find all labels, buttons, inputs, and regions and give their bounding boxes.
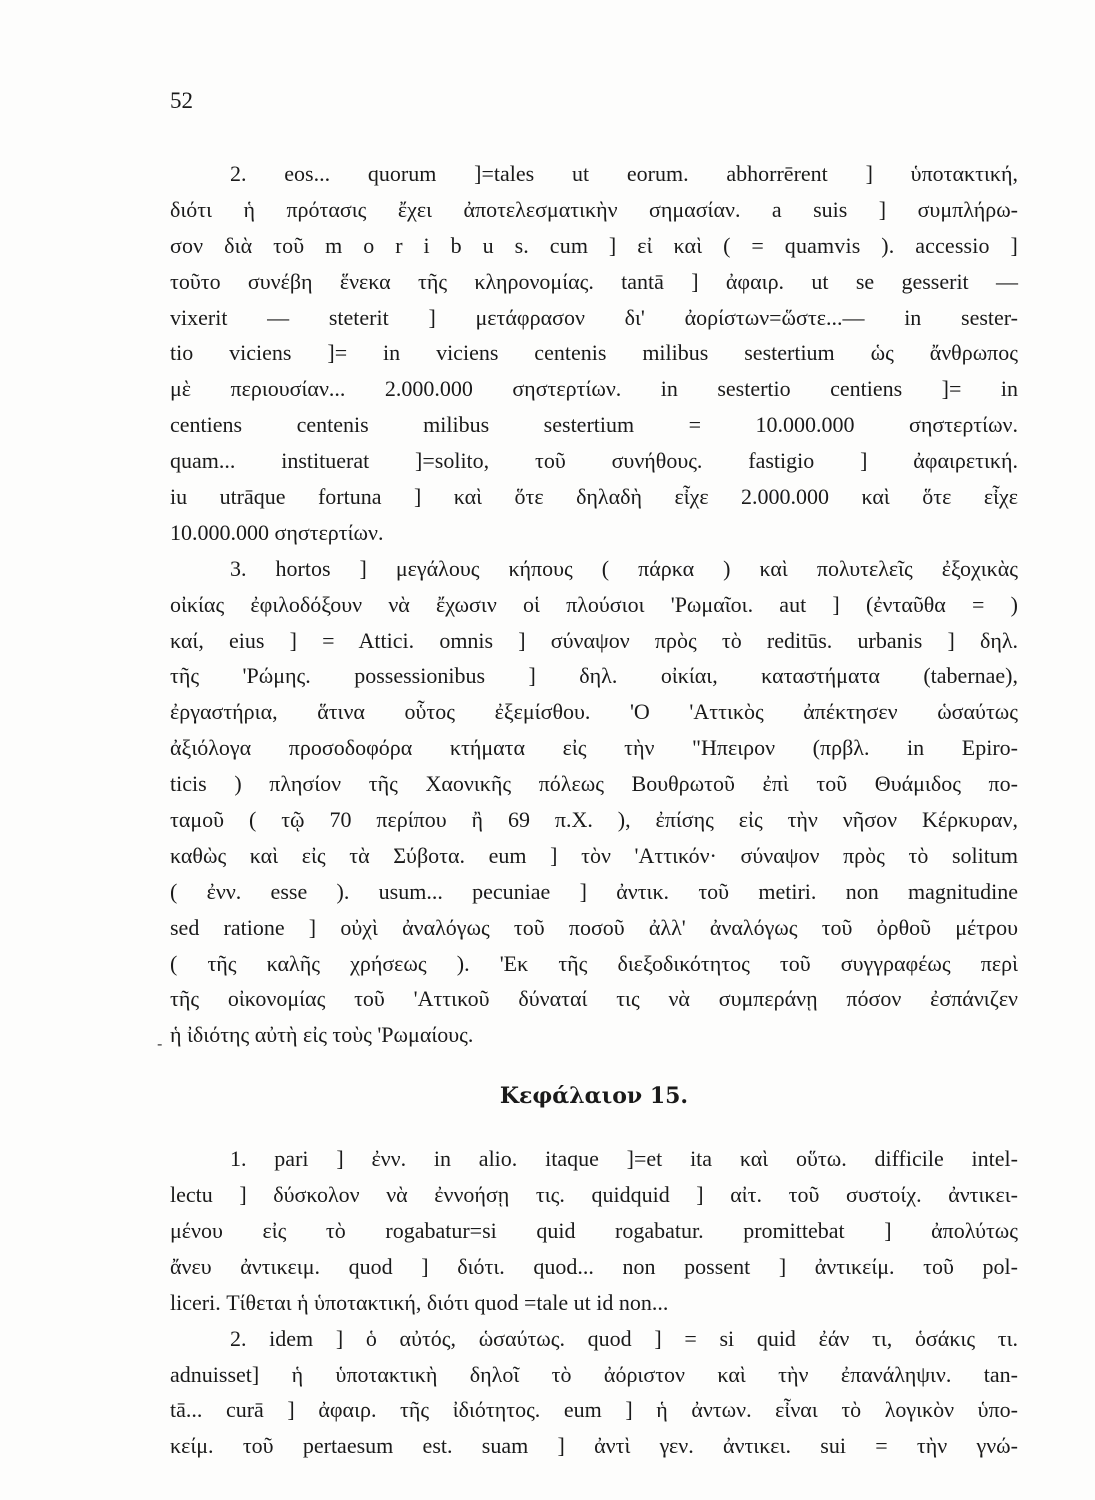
text-line: 2. eos... quorum ]=tales ut eorum. abhorrērent ] ὑποτακτική, xyxy=(230,161,1018,186)
text-line: ticis ) πλησίον τῆς Χαονικῆς πόλεως Βουθρωτοῦ ἐπὶ τοῦ Θυάμιδος πο- xyxy=(170,771,1018,797)
chapter-heading: Κεφάλαιον 15. xyxy=(499,1083,689,1110)
commentary-text xyxy=(170,156,1018,1464)
text-line: ( ἐνν. esse ). usum... pecuniae ] ἀντικ. τοῦ metiri. non magnitudine xyxy=(170,878,1018,904)
commentary-section-2 xyxy=(170,1141,1018,1464)
text-line: τῆς οἰκονομίας τοῦ 'Αττικοῦ δύναταί τις νὰ συμπεράνῃ πόσον ἐσπάνιζεν xyxy=(170,986,1018,1012)
text-line: τοῦτο συνέβη ἕνεκα τῆς κληρονομίας. tantā ] ἀφαιρ. ut se gesserit — xyxy=(170,268,1018,294)
text-line: centiens centenis milibus sestertium = 10.000.000 σηστερτίων. xyxy=(170,412,1018,438)
text-line: liceri. Τίθεται ἡ ὑποτακτική, διότι quod =tale ut id non... xyxy=(170,1289,669,1315)
text-line: ταμοῦ ( τῷ 70 περίπου ἢ 69 π.Χ. ), ἐπίσης εἰς τὴν νῆσον Κέρκυραν, xyxy=(170,807,1018,833)
text-line: sed ratione ] οὐχὶ ἀναλόγως τοῦ ποσοῦ ἀλλ' ἀναλόγως τοῦ ὀρθοῦ μέτρου xyxy=(170,914,1018,940)
text-line: ἡ ἰδιότης αὐτὴ εἰς τοὺς 'Ρωμαίους. xyxy=(170,1022,474,1048)
text-line: ἐργαστήρια, ἅτινα οὗτος ἐξεμίσθου. 'Ο 'Αττικὸς ἀπέκτησεν ὡσαύτως xyxy=(170,699,1018,725)
text-line: tā... curā ] ἀφαιρ. τῆς ἰδιότητος. eum ] ἡ ἀντων. εἶναι τὸ λογικὸν ὑπο- xyxy=(170,1397,1018,1423)
text-line: ( τῆς καλῆς χρήσεως ). 'Εκ τῆς διεξοδικότητος τοῦ συγγραφέως περὶ xyxy=(170,950,1018,976)
text-line: μὲ περιουσίαν... 2.000.000 σηστερτίων. in sestertio centiens ]= in xyxy=(170,376,1018,402)
page-number: 52 xyxy=(170,88,193,113)
text-line: lectu ] δύσκολον νὰ ἐννοήσῃ τις. quidquid ] αἰτ. τοῦ συστοίχ. ἀντικει- xyxy=(170,1182,1018,1208)
text-line: κείμ. τοῦ pertaesum est. suam ] ἀντὶ γεν. ἀντικει. sui = τὴν γνώ- xyxy=(170,1433,1018,1459)
text-line: 3. hortos ] μεγάλους κήπους ( πάρκα ) καὶ πολυτελεῖς ἐξοχικὰς xyxy=(230,555,1018,581)
text-line: vixerit — steterit ] μετάφρασον δι' ἀορίστων=ὥστε...— in sester- xyxy=(170,304,1018,330)
text-line: 1. pari ] ἐνν. in alio. itaque ]=et ita καὶ οὕτω. difficile intel- xyxy=(230,1146,1018,1172)
text-line: καί, eius ] = Attici. omnis ] σύναψον πρὸς τὸ reditūs. urbanis ] δηλ. xyxy=(170,627,1018,653)
text-line: καθὼς καὶ εἰς τὰ Σύβοτα. eum ] τὸν 'Αττικόν· σύναψον πρὸς τὸ solitum xyxy=(170,842,1018,868)
text-line: 2. idem ] ὁ αὐτός, ὡσαύτως. quod ] = si quid ἐάν τι, ὁσάκις τι. xyxy=(230,1325,1018,1351)
text-line: σον διὰ τοῦ m o r i b u s. cum ] εἰ καὶ ( = quamvis ). accessio ] xyxy=(170,232,1018,258)
text-line: iu utrāque fortuna ] καὶ ὅτε δηλαδὴ εἶχε 2.000.000 καὶ ὅτε εἶχε xyxy=(170,484,1018,510)
text-line: adnuisset] ἡ ὑποτακτικὴ δηλοῖ τὸ ἀόριστον καὶ τὴν ἐπανάληψιν. tan- xyxy=(170,1361,1018,1387)
text-line: ἀξιόλογα προσοδοφόρα κτήματα εἰς τὴν "Ηπειρον (πρβλ. in Epiro- xyxy=(170,735,1018,761)
text-line: 10.000.000 σηστερτίων. xyxy=(170,519,384,545)
text-line: μένου εἰς τὸ rogabatur=si quid rogabatur. promittebat ] ἀπολύτως xyxy=(170,1217,1018,1243)
text-line: quam... instituerat ]=solito, τοῦ συνήθους. fastigio ] ἀφαιρετική. xyxy=(170,448,1018,474)
text-line: ἄνευ ἀντικειμ. quod ] διότι. quod... non possent ] ἀντικείμ. τοῦ pol- xyxy=(170,1253,1018,1279)
margin-mark: - xyxy=(157,1034,163,1053)
text-line: διότι ἡ πρότασις ἔχει ἀποτελεσματικὴν σημασίαν. a suis ] συμπλήρω- xyxy=(170,196,1018,222)
text-line: τῆς 'Ρώμης. possessionibus ] δηλ. οἰκίαι, καταστήματα (tabernae), xyxy=(170,663,1018,689)
text-line: tio viciens ]= in viciens centenis milibus sestertium ὡς ἄνθρωπος xyxy=(170,340,1018,366)
commentary-section-1 xyxy=(170,156,1018,1053)
text-line: οἰκίας ἐφιλοδόξουν νὰ ἔχωσιν οἱ πλούσιοι 'Ρωμαῖοι. aut ] (ἐνταῦθα = ) xyxy=(170,591,1018,617)
